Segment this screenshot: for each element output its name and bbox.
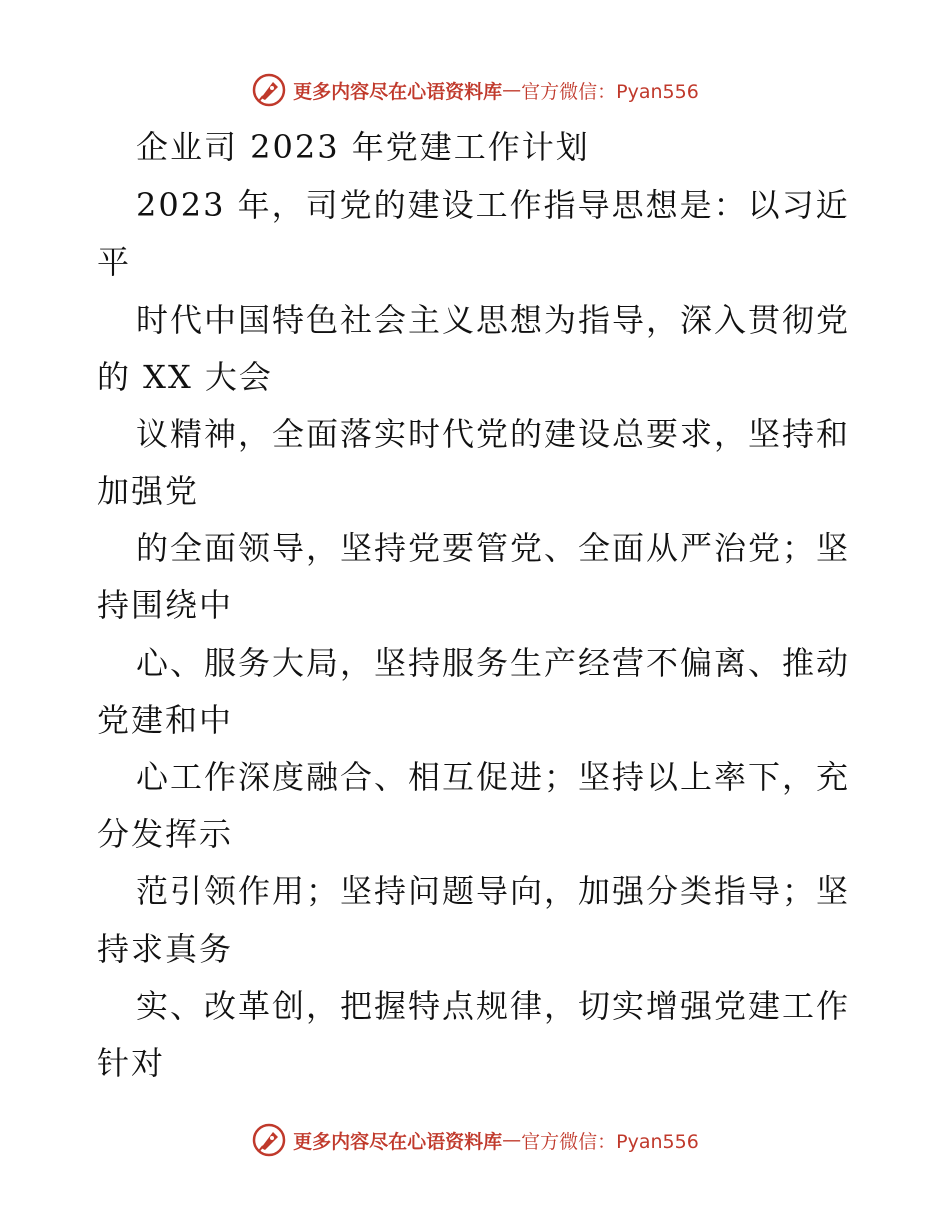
banner-separator: — (502, 79, 522, 101)
body-line: 范引领作用；坚持问题导向，加强分类指导；坚 (136, 872, 851, 910)
body-line: 针对 (97, 1044, 166, 1082)
body-line: 时代中国特色社会主义思想为指导，深入贯彻党 (136, 301, 851, 339)
body-line: 持围绕中 (97, 586, 234, 624)
pen-nib-logo-icon (251, 1122, 287, 1158)
body-line: 议精神，全面落实时代党的建设总要求，坚持和 (136, 415, 851, 453)
body-line: 实、改革创，把握特点规律，切实增强党建工作 (136, 987, 851, 1025)
banner-main-text: 更多内容尽在心语资料库 (293, 80, 503, 103)
banner-wechat-text: 官方微信：Pyan556 (521, 1130, 699, 1153)
body-line: 心、服务大局，坚持服务生产经营不偏离、推动 (136, 644, 851, 682)
body-line: 心工作深度融合、相互促进；坚持以上率下，充 (136, 758, 851, 796)
footer-banner (0, 1120, 950, 1160)
body-line: 分发挥示 (97, 815, 234, 853)
banner-main-text: 更多内容尽在心语资料库 (293, 1130, 503, 1153)
body-line: 的全面领导，坚持党要管党、全面从严治党；坚 (136, 529, 851, 567)
banner-separator: — (502, 1129, 522, 1151)
banner-wechat-text: 官方微信：Pyan556 (521, 80, 699, 103)
body-line: 的 XX 大会 (97, 358, 273, 396)
body-line: 持求真务 (97, 930, 234, 968)
body-line: 平 (97, 243, 132, 281)
pen-nib-logo-icon (251, 72, 287, 108)
document-title: 企业司 2023 年党建工作计划 (136, 128, 590, 166)
body-line: 2023 年，司党的建设工作指导思想是：以习近 (136, 186, 850, 224)
body-line: 党建和中 (97, 701, 234, 739)
header-banner (0, 70, 950, 110)
body-line: 加强党 (97, 472, 200, 510)
